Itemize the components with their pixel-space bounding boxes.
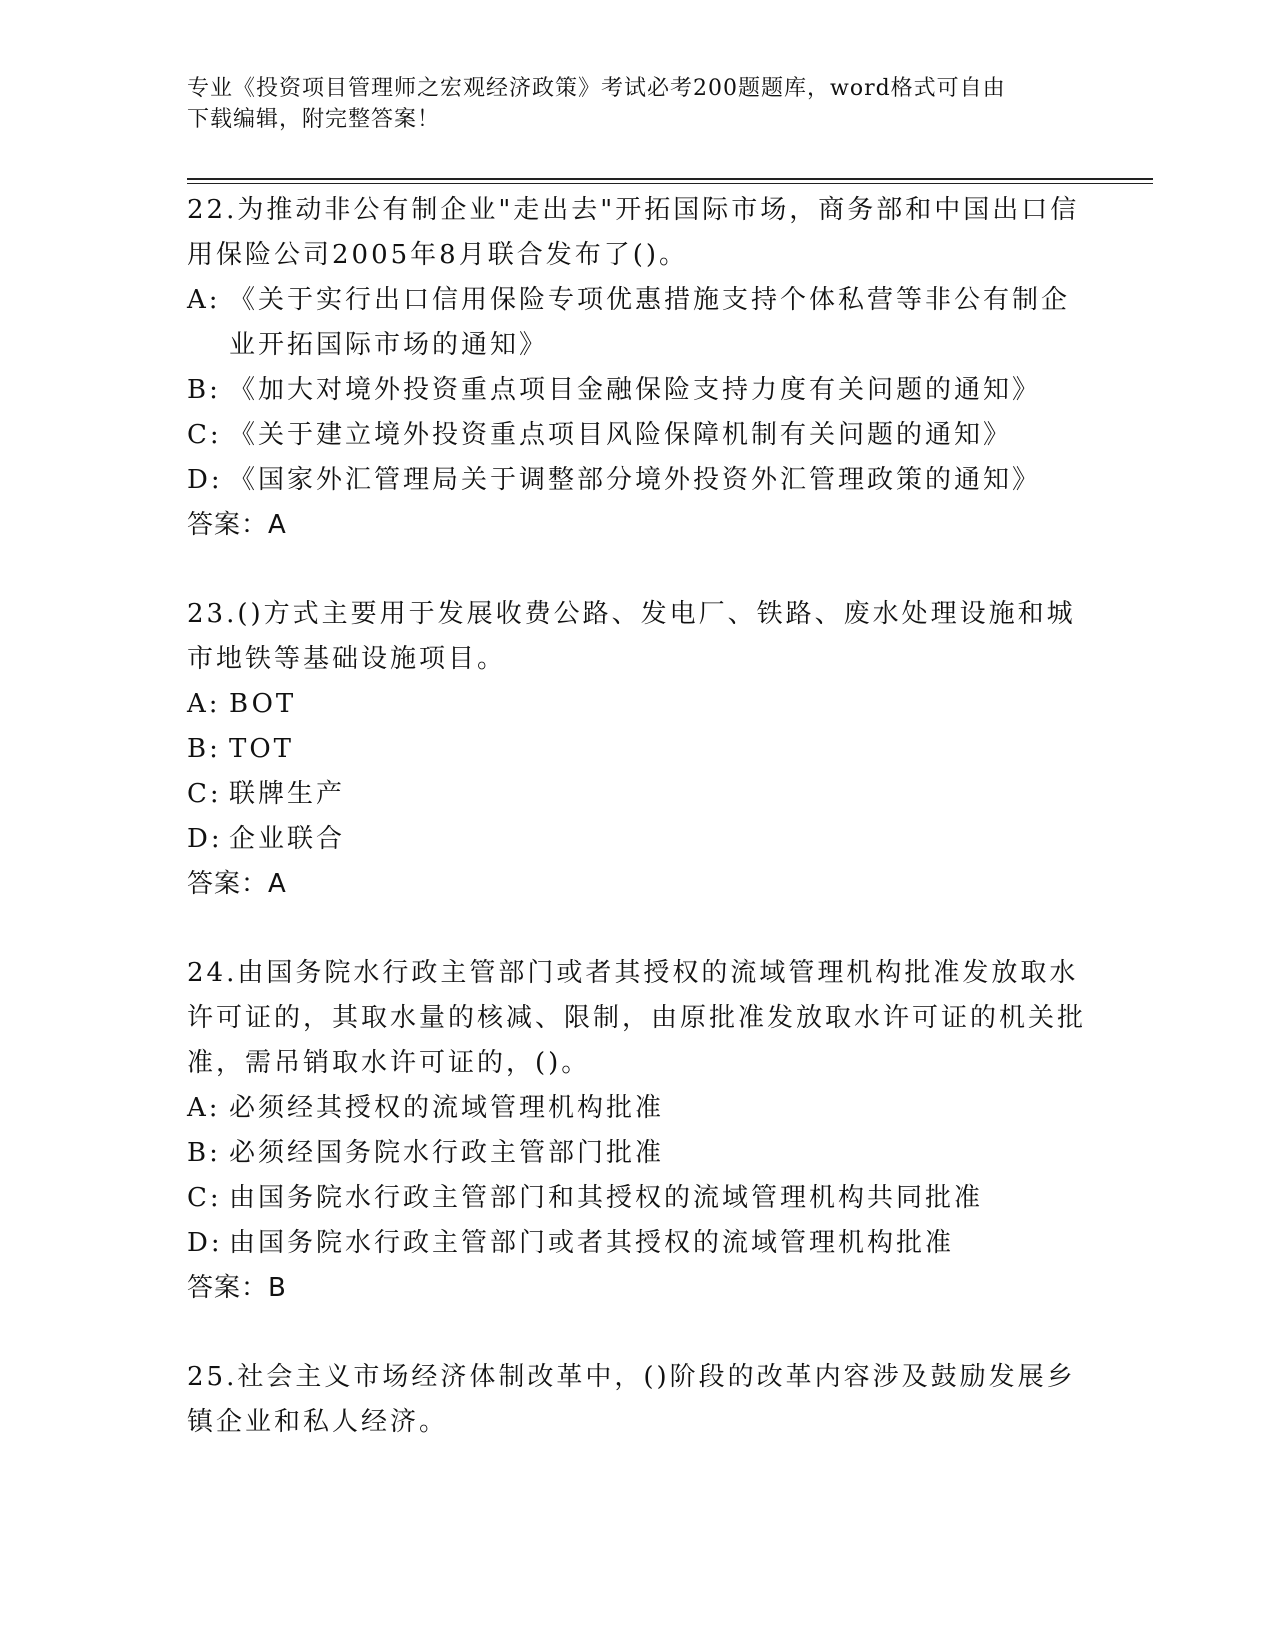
answer-label: 答案：A — [187, 510, 287, 540]
option-letter: C: — [187, 779, 222, 809]
option-text: 《加大对境外投资重点项目金融保险支持力度有关问题的通知》 — [229, 375, 1042, 405]
option-d — [187, 458, 1087, 503]
option-b — [187, 727, 1087, 772]
question-text: 24.由国务院水行政主管部门或者其授权的流域管理机构批准发放取水许可证的，其取水量的核减、限制，由原批准发放取水许可证的机关批准，需吊销取水许可证的，()。 — [187, 958, 1087, 1078]
answer-label: 答案：B — [187, 1273, 287, 1303]
option-letter: A: — [187, 1093, 221, 1123]
option-a — [187, 278, 1087, 368]
option-c — [187, 772, 1087, 817]
option-c — [187, 413, 1087, 458]
question-text: 25.社会主义市场经济体制改革中，()阶段的改革内容涉及鼓励发展乡镇企业和私人经济。 — [187, 1362, 1076, 1437]
option-d — [187, 1221, 1087, 1266]
option-letter: D: — [187, 465, 223, 495]
option-a — [187, 682, 1087, 727]
option-b — [187, 368, 1087, 413]
answer-label: 答案：A — [187, 869, 287, 899]
option-c — [187, 1176, 1087, 1221]
option-letter: B: — [187, 375, 221, 405]
question-list — [187, 188, 1087, 1489]
option-text: 联牌生产 — [229, 779, 346, 809]
header-divider-thick — [187, 178, 1153, 180]
option-text: 由国务院水行政主管部门或者其授权的流域管理机构批准 — [229, 1228, 955, 1258]
header-line-2: 下载编辑，附完整答案！ — [187, 107, 441, 132]
question-text: 23.()方式主要用于发展收费公路、发电厂、铁路、废水处理设施和城市地铁等基础设施项目。 — [187, 599, 1076, 674]
header-line-1: 专业《投资项目管理师之宏观经济政策》考试必考200题题库，word格式可自由 — [187, 76, 1006, 101]
option-text: 必须经其授权的流域管理机构批准 — [229, 1093, 665, 1123]
question-24 — [187, 951, 1087, 1311]
option-text: 企业联合 — [229, 824, 346, 854]
option-text: 《关于建立境外投资重点项目风险保障机制有关问题的通知》 — [229, 420, 1013, 450]
option-letter: D: — [187, 1228, 223, 1258]
option-a — [187, 1086, 1087, 1131]
option-letter: D: — [187, 824, 223, 854]
option-letter: C: — [187, 1183, 222, 1213]
option-text: 必须经国务院水行政主管部门批准 — [229, 1138, 665, 1168]
option-b — [187, 1131, 1087, 1176]
option-letter: C: — [187, 420, 222, 450]
option-d — [187, 817, 1087, 862]
question-22 — [187, 188, 1087, 548]
option-letter: B: — [187, 1138, 221, 1168]
document-header — [187, 73, 1077, 135]
option-letter: A: — [187, 689, 221, 719]
question-23 — [187, 592, 1087, 907]
option-text: 《国家外汇管理局关于调整部分境外投资外汇管理政策的通知》 — [229, 465, 1042, 495]
question-25 — [187, 1355, 1087, 1445]
header-divider-thin — [187, 183, 1153, 184]
question-text: 22.为推动非公有制企业"走出去"开拓国际市场，商务部和中国出口信用保险公司2005年8月联合发布了()。 — [187, 195, 1080, 270]
option-text: 由国务院水行政主管部门和其授权的流域管理机构共同批准 — [229, 1183, 984, 1213]
option-text: TOT — [229, 734, 294, 764]
option-letter: B: — [187, 734, 221, 764]
option-text: 《关于实行出口信用保险专项优惠措施支持个体私营等非公有制企业开拓国际市场的通知》 — [229, 285, 1071, 360]
option-text: BOT — [229, 689, 297, 719]
option-letter: A: — [187, 285, 221, 315]
